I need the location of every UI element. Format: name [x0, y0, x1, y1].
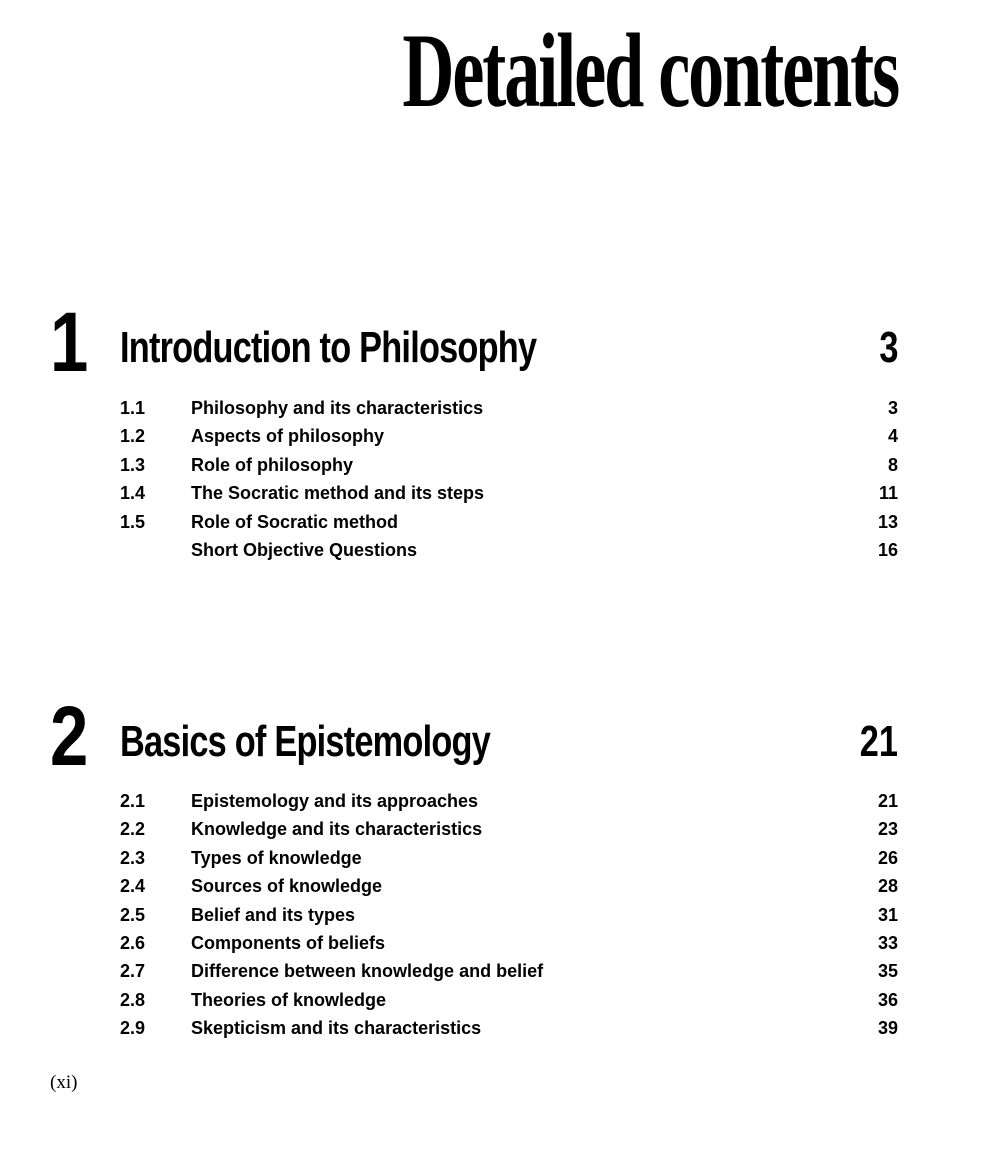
chapter-2-entries — [0, 791, 990, 1047]
section-page: 33 — [877, 932, 898, 953]
section-page: 35 — [877, 961, 898, 982]
toc-entry[interactable] — [0, 791, 990, 819]
section-page: 26 — [877, 847, 898, 868]
toc-entry[interactable] — [0, 961, 990, 989]
toc-entry[interactable] — [0, 1018, 990, 1046]
section-page: 28 — [877, 876, 898, 897]
section-title: Difference between knowledge and belief — [191, 961, 544, 982]
section-title: Philosophy and its characteristics — [191, 398, 484, 418]
page-title: Detailed contents — [402, 12, 898, 129]
toc-entry[interactable] — [0, 512, 990, 540]
section-number: 2.2 — [120, 819, 146, 840]
section-number: 2.1 — [120, 791, 146, 811]
chapter-number: 2 — [50, 689, 89, 783]
section-title: Sources of knowledge — [191, 876, 383, 897]
section-title: Epistemology and its approaches — [191, 791, 479, 811]
toc-entry[interactable] — [0, 876, 990, 904]
section-page: 11 — [878, 483, 898, 504]
toc-entry[interactable] — [0, 990, 990, 1018]
section-number: 2.7 — [120, 961, 146, 982]
section-title: Skepticism and its characteristics — [191, 1018, 482, 1039]
toc-entry[interactable] — [0, 398, 990, 426]
chapter-heading — [0, 689, 990, 784]
section-number: 2.3 — [120, 847, 146, 868]
section-title: Knowledge and its characteristics — [191, 819, 483, 840]
section-page: 36 — [877, 989, 898, 1010]
chapter-title: Introduction to Philosophy — [120, 323, 537, 372]
section-number: 2.6 — [120, 932, 146, 953]
section-number: 2.5 — [120, 904, 146, 925]
section-title: Components of beliefs — [191, 932, 386, 953]
section-title: Role of Socratic method — [191, 511, 399, 532]
chapter-1-entries — [0, 398, 990, 568]
toc-entry[interactable] — [0, 540, 990, 568]
section-title: The Socratic method and its steps — [191, 483, 485, 504]
chapter-number: 1 — [50, 295, 89, 389]
section-number: 1.2 — [120, 426, 146, 447]
section-page: 13 — [877, 511, 898, 532]
section-page: 21 — [877, 791, 898, 811]
toc-entry[interactable] — [0, 483, 990, 511]
toc-entry[interactable] — [0, 905, 990, 933]
section-number: 1.3 — [120, 454, 146, 475]
section-page: 31 — [877, 904, 898, 925]
section-title: Types of knowledge — [191, 847, 362, 868]
section-number: 1.5 — [120, 511, 146, 532]
section-title: Aspects of philosophy — [191, 426, 385, 447]
chapter-heading — [0, 295, 990, 390]
toc-entry[interactable] — [0, 426, 990, 454]
toc-entry[interactable] — [0, 819, 990, 847]
section-number: 1.1 — [120, 398, 146, 418]
section-title: Short Objective Questions — [191, 539, 418, 560]
chapter-title: Basics of Epistemology — [120, 717, 491, 766]
toc-entry[interactable] — [0, 848, 990, 876]
page-folio: (xi) — [50, 1072, 78, 1093]
toc-entry[interactable] — [0, 933, 990, 961]
chapter-page-number: 21 — [859, 717, 898, 766]
section-page: 39 — [877, 1018, 898, 1039]
section-number: 2.9 — [120, 1018, 146, 1039]
section-page: 23 — [877, 819, 898, 840]
section-page: 3 — [887, 398, 898, 418]
section-number: 2.8 — [120, 989, 146, 1010]
section-number: 1.4 — [120, 483, 146, 504]
section-page: 8 — [887, 454, 898, 475]
section-title: Role of philosophy — [191, 454, 353, 475]
section-title: Belief and its types — [191, 904, 356, 925]
section-page: 16 — [877, 539, 898, 560]
section-page: 4 — [887, 426, 898, 447]
section-number: 2.4 — [120, 876, 146, 897]
chapter-page-number: 3 — [878, 323, 898, 372]
toc-entry[interactable] — [0, 455, 990, 483]
section-title: Theories of knowledge — [191, 989, 387, 1010]
